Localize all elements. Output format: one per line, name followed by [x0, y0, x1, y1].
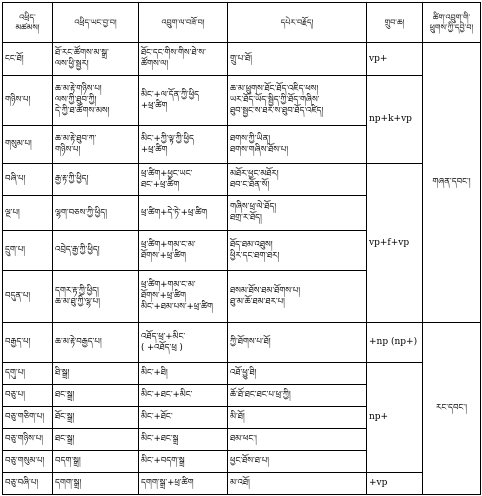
case-name: བཅུ་བཞི་པ།	[3, 473, 53, 495]
phrase-category: རང་དབང་།	[423, 323, 481, 495]
case-term: ཆ་མ་རྟེ་བརྒྱད་པ།	[53, 323, 139, 363]
case-structure: ཕྲ་ཚིག+གམ་ང་མ་ ཐོགས་+ཕྲ་ཚིག མིང་+ཐམ་པས་+ཕྲ་ཚིག	[139, 271, 228, 323]
case-example: འཐོ་ཕྱུ་ཐི།	[228, 363, 367, 385]
case-example: མ་འཐོ།	[228, 473, 367, 495]
case-term: ཐི་སྒྲ།	[53, 363, 139, 385]
case-example: ཆོ་ཐོ་ཐང་ཐང་པ་ཕྲ་ཀྱི།	[228, 385, 367, 407]
case-example: ཐམ་ཕང་།	[228, 429, 367, 451]
table-row	[3, 363, 481, 385]
case-name: བཅུ་གཉིས་པ།	[3, 429, 53, 451]
case-term: ཐོང་སྒྲ།	[53, 407, 139, 429]
case-example: གྲུ་པ་ཐོ།	[228, 43, 367, 76]
case-term: ཆ་མ་རྟེ་གཉིས་པ། ལས་ཀྱི་ཐུབ་ཀྱི། དེ་ཀྱི་ཐ་ཚོགས་མས།	[53, 76, 139, 126]
case-term: ཐོ་རང་ཚོགས་མ་སྒྲ་ ལས་ཕྱི་སྦྱར།	[53, 43, 139, 76]
case-structure: མིང་+ལ་དོན་ཀྱི་ཕྱིད +ཕྲ་ཚིག	[139, 76, 228, 126]
header-cell-5: གྲུབ་ཆ།	[367, 3, 423, 43]
case-example: ཀྱི་ཐོགས་པ་ཐོ།	[228, 323, 367, 363]
case-example: ཕྱང་ཐོས་ཐ་པ།	[228, 451, 367, 473]
case-example: མཐོར་ཕྱང་མཐོར། ཐབ་ང་ཐོན་སོ།	[228, 164, 367, 196]
case-structure: ཐོང་དང་གིས་གིས་ཐེ་ས་ ཚོགས་ལ།	[139, 43, 228, 76]
table-row	[3, 43, 481, 76]
case-structure: མིང་+ཐོང་	[139, 407, 228, 429]
case-example: མི་ཐོ།	[228, 407, 367, 429]
table-row	[3, 76, 481, 126]
case-term: བདག་སྒྲ།	[53, 451, 139, 473]
case-name: བཅུ་གཅིག་པ།	[3, 407, 53, 429]
case-example: ཐོད་ཐམ་འཐུས། ཕྱིར་དང་ཐག་ཐར།	[228, 231, 367, 271]
case-example: ཐགས་ཀྱི་ཡིན། ཐགས་གཞིས་ཐོས་པ།	[228, 126, 367, 164]
header-row	[3, 3, 481, 43]
case-name: ལྔ་པ།	[3, 196, 53, 231]
case-name: གསུམ་པ།	[3, 126, 53, 164]
grammar-formula: np+	[367, 363, 423, 473]
header-cell-6: ཚིག་འབྲུག་གི་ ཕྲུགས་ཀྱི་དབྱེ་བ།	[423, 3, 481, 43]
case-structure: ཕྲ་ཚིག+དེ་ཏེ་+ཕྲ་ཚིག	[139, 196, 228, 231]
case-term: རྒྱ་རྟ་ཀྱི་ཕྱིད།	[53, 164, 139, 196]
case-structure: མིང་+བདག་སྒྲ	[139, 451, 228, 473]
table-row	[3, 164, 481, 196]
case-name: བརྒྱད་པ།	[3, 323, 53, 363]
grammar-formula: +np (np+)	[367, 323, 423, 363]
case-term: ལྷག་བཅས་ཀྱི་ཕྱིད།	[53, 196, 139, 231]
grammar-table	[2, 2, 481, 495]
case-term: ཐང་སྒྲ།	[53, 429, 139, 451]
case-structure: ཕྲ་ཚིག+ཕྱང་ཡང་ ཐང་+ཕྲ་ཚིག	[139, 164, 228, 196]
case-name: དྲུག་པ།	[3, 231, 53, 271]
case-structure: མིང་+ཀྱི་ལྟ་ཀྱི་ཕྱིད +ཕྲ་ཚིག	[139, 126, 228, 164]
case-term: དགར་རྟ་ཀྱི་ཕྱིད། ཆ་མ་ཐུ་ཀྱི་ལྷ་པ།	[53, 271, 139, 323]
case-name: བཅུ་གསུམ་པ།	[3, 451, 53, 473]
case-example: གཞིས་ཕྲ་ལེ་ཐོད། ཐགྲ་ར་ཐོད།	[228, 196, 367, 231]
case-structure: མིང་+ཐང་+མིང་	[139, 385, 228, 407]
case-name: བཅུ་པ།	[3, 385, 53, 407]
case-term: འབྲེད་རྒྱ་ཀྱི་ཕྱིད།	[53, 231, 139, 271]
header-cell-3: འབྲུག་ལ་བཟོ་བ།	[139, 3, 228, 43]
case-name: ངང་ཐོ།	[3, 43, 53, 76]
case-structure: མིང་+ཐི།	[139, 363, 228, 385]
case-term: ཆ་མ་རྟེ་ཐུབ་ཀ་ གཉིས་པ།	[53, 126, 139, 164]
case-term: དགག་སྒྲ།	[53, 473, 139, 495]
case-name: གཉིས་པ།	[3, 76, 53, 126]
grammar-formula: vp+	[367, 43, 423, 76]
case-structure: འཐོད་ཕྲ་+མིང་ ( +འཐོད་ཕྲ )	[139, 323, 228, 363]
case-example: ཆ་མ་ཕྲུགས་ཐོང་ཐོད་འཇིད་ཕས། ཡར་ཐོད་ཡོད་སྦྱིད་ཀྱི་ཐོད་གཞིས་ ཐུབ་སྦྱང་ས་ཐར་ས་ཐུབ་ཐོད་འཛིད།	[228, 76, 367, 126]
grammar-formula: np+k+vp	[367, 76, 423, 164]
case-name: བཞི་པ།	[3, 164, 53, 196]
header-cell-4: དཔེར་བརྗོད།	[228, 3, 367, 43]
case-structure: མིང་+ཐང་སྒྲ	[139, 429, 228, 451]
table-row	[3, 473, 481, 495]
grammar-formula: vp+f+vp	[367, 164, 423, 323]
table-row	[3, 323, 481, 363]
case-example: ཐསམ་ཐོས་ཐམ་ཐོགས་པ། ཐུ་མ་ཆོ་ཐམ་ཐར་པ།	[228, 271, 367, 323]
case-name: དགུ་པ།	[3, 363, 53, 385]
case-structure: ཕྲ་ཚིག+གམ་ང་མ་ ཐོགས་+ཕྲ་ཚིག	[139, 231, 228, 271]
case-structure: དགག་སྒྲ་+ཕྲ་ཚིག	[139, 473, 228, 495]
case-term: ཐང་སྒྲ།	[53, 385, 139, 407]
case-name: བདུན་པ།	[3, 271, 53, 323]
grammar-formula: +vp	[367, 473, 423, 495]
header-cell-1: འཕྲིད་ མཚམས།	[3, 3, 53, 43]
header-cell-2: འཕྲིད་ཡང་བྱ་བ།	[53, 3, 139, 43]
phrase-category: གཞན་དབང་།	[423, 43, 481, 323]
